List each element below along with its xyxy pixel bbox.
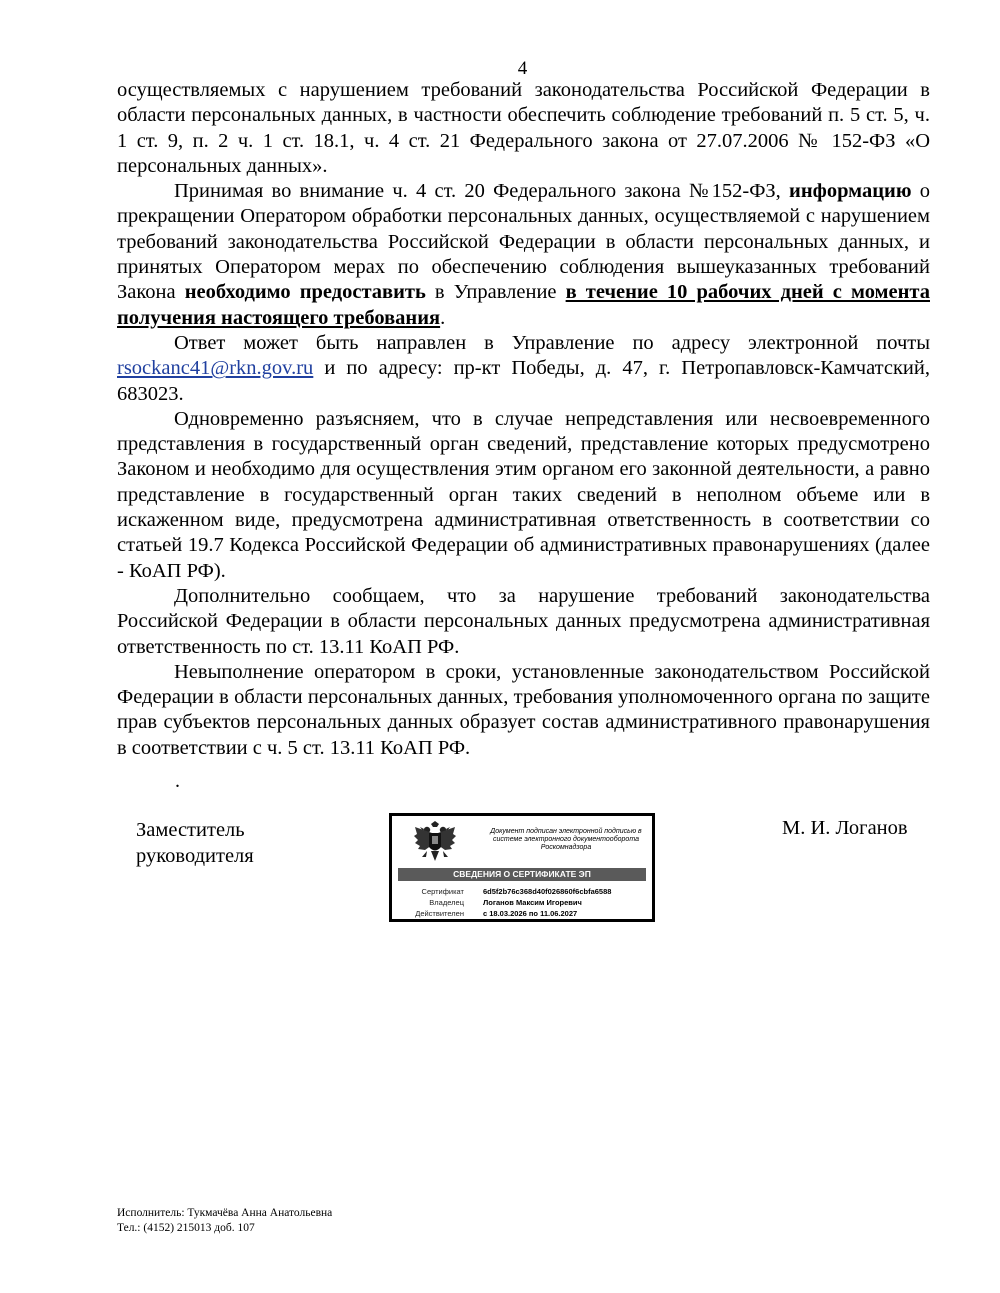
stray-dot: . [175,770,180,792]
email-link[interactable]: rsockanc41@rkn.gov.ru [117,357,314,380]
executor-name: Исполнитель: Тукмачёва Анна Анатольевна [117,1207,333,1219]
stamp-note: Документ подписан электронной подписью в системе электронного документооборота Роскомнадзора [490,828,642,851]
paragraph-2: Принимая во внимание ч. 4 ст. 20 Федерального закона №152-ФЗ, информацию о прекращении Оператором обработки персональных данных, осуществляемой с нарушением требований законодательства Российской Федерации в области персональных данных, и принятых Оператором мерах по обеспечению соблюдения вышеуказанных требований Закона необходимо предоставить в Управление в течение 10 рабочих дней с момента получения настоящего требования. [117,180,930,329]
paragraph-6: Невыполнение оператором в сроки, установленные законодательством Российской Федерации в области персональных данных, требования уполномоченного органа по защите прав субъектов персональных данных образует состав административного правонарушения в соответствии с ч. 5 ст. 13.11 КоАП РФ. [117,660,930,759]
e-signature-stamp: Документ подписан электронной подписью в системе электронного документооборота Роскомнадзора СВЕДЕНИЯ О СЕРТИФИКАТЕ ЭП Сертификат 6d5f2b76c368d40f026860f6cbfa6588 Владелец Логанов Максим Игоревич Действителен с 18.03.2026 по 11.06.2027 [389,813,655,922]
paragraph-5: Дополнительно сообщаем, что за нарушение требований законодательства Российской Федерации в области персональных данных предусмотрена административная ответственность по ст. 13.11 КоАП РФ. [117,584,930,658]
paragraph-1: осуществляемых с нарушением требований законодательства Российской Федерации в области персональных данных, в частности обеспечить соблюдение требований п. 5 ст. 5, ч. 1 ст. 9, п. 2 ч. 1 ст. 18.1, ч. 4 ст. 21 Федерального закона от 27.07.2006 № 152-ФЗ «О персональных данных». [117,79,930,177]
letter-body [117,78,930,761]
footer-executor-info [117,1206,332,1235]
double-headed-eagle-icon [412,821,458,867]
stamp-title: СВЕДЕНИЯ О СЕРТИФИКАТЕ ЭП [398,868,646,881]
page-number: 4 [517,58,528,79]
paragraph-3: Ответ может быть направлен в Управление по адресу электронной почты rsockanc41@rkn.gov.ru и по адресу: пр-кт Победы, д. 47, г. Петропавловск-Камчатский, 683023. [117,331,930,405]
executor-phone: Тел.: (4152) 215013 доб. 107 [117,1221,255,1234]
signer-name: М. И. Логанов [782,817,908,839]
deadline-text: в течение 10 рабочих дней с момента получения настоящего требования [117,281,930,329]
signer-position: Заместитель руководителя [136,819,254,867]
paragraph-4: Одновременно разъясняем, что в случае непредставления или несвоевременного представления в государственный орган сведений, представление которых предусмотрено Законом и необходимо для осуществления этим органом его законной деятельности, а равно представление в государственный орган таких сведений в неполном объеме или в искаженном виде, предусмотрена административная ответственность в соответствии со статьей 19.7 Кодекса Российской Федерации об административных правонарушениях (далее - КоАП РФ). [117,407,930,582]
